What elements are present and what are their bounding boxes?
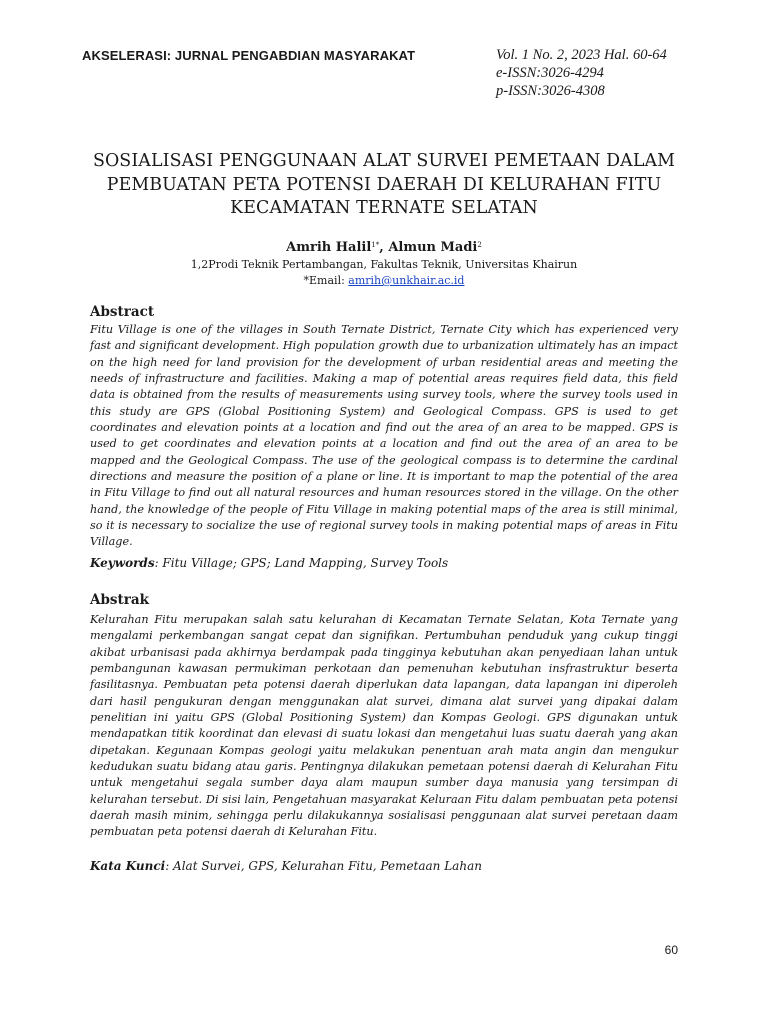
keywords-value: : Fitu Village; GPS; Land Mapping, Survey Tools xyxy=(154,556,449,570)
abstrak-text: Kelurahan Fitu merupakan salah satu kelurahan di Kecamatan Ternate Selatan, Kota Ternate yang mengalami perkembangan sangat cepat dan signifikan. Pertumbuhan penduduk yang cukup tinggi akibat urbanisasi pada akhirnya berdampak pada tingginya kebutuhan akan penyediaan lahan untuk pembangunan kawasan permukiman perkotaan dan pemenuhan kebutuhan insfrastruktur beserta fasilitasnya. Pembuatan peta potensi daerah diperlukan data lapangan, data lapangan ini diperoleh dari hasil pengukuran dengan menggunakan alat survei, dimana alat survei yang dipakai dalam penelitian ini yaitu GPS (Global Positioning System) dan Kompas Geologi. GPS digunakan untuk mendapatkan titik koordinat dan elevasi di suatu lokasi dan mengetahui luas suatu daerah yang akan dipetakan. Kegunaan Kompas geologi yaitu melakukan penentuan arah mata angin dan mengukur kedudukan suatu bidang atau garis. Pentingnya dilakukan pemetaan potensi daerah di Kelurahan Fitu untuk mengetahui segala sumber daya alam maupun sumber daya manusia yang tersimpan di kelurahan tersebut. Di sisi lain, Pengetahuan masyarakat Keluraan Fitu dalam pembuatan peta potensi daerah masih minim, sehingga perlu dilakukannya sosialisasi penggunaan alat survei peretaan daam pembuatan peta potensi daerah di Kelurahan Fitu. xyxy=(90,613,678,839)
author-line xyxy=(90,236,678,257)
keywords-line xyxy=(90,556,678,570)
author-1-affil-mark: 1* xyxy=(371,241,380,249)
paper-title xyxy=(90,150,678,221)
keywords-label: Keywords xyxy=(90,556,155,570)
pissn: p-ISSN:3026-4308 xyxy=(496,83,605,99)
title-line-3: KECAMATAN TERNATE SELATAN xyxy=(230,198,538,218)
kata-kunci-label: Kata Kunci xyxy=(90,859,166,873)
kata-kunci-line xyxy=(90,859,678,873)
title-line-1: SOSIALISASI PENGGUNAAN ALAT SURVEI PEMETAAN DALAM xyxy=(92,151,676,171)
abstract-heading: Abstract xyxy=(90,304,155,320)
abstract-text: Fitu Village is one of the villages in South Ternate District, Ternate City which has experienced very fast and significant development. High population growth due to urbanization ultimately has an impact on the high need for land provision for the development of urban residential areas and meeting the needs of infrastructure and facilities. Making a map of potential areas requires field data, this field data is obtained from the results of measurements using survey tools, where the survey tools used in this study are GPS (Global Positioning System) and Geological Compass. GPS is used to get coordinates and elevation points at a location and find out the area of an area to be mapped. GPS is used to get coordinates and elevation points at a location and find out the area of an area to be mapped and the Geological Compass. The use of the geological compass is to determine the cardinal directions and measure the position of a plane or line. It is important to map the potential of the area in Fitu Village to find out all natural resources and human resources stored in the village. On the other hand, the knowledge of the people of Fitu Village in making potential maps of the area is still minimal, so it is necessary to socialize the use of regional survey tools in making potential maps of areas in Fitu Village. xyxy=(90,323,678,549)
author-separator: , xyxy=(379,240,389,255)
abstrak-heading: Abstrak xyxy=(90,592,149,608)
email-label: *Email: xyxy=(303,274,349,287)
journal-meta xyxy=(496,46,667,100)
author-2-affil-mark: 2 xyxy=(477,241,482,249)
eissn: e-ISSN:3026-4294 xyxy=(496,65,604,81)
email-line xyxy=(90,273,678,289)
kata-kunci-value: : Alat Survei, GPS, Kelurahan Fitu, Pemetaan Lahan xyxy=(165,859,482,873)
author-block xyxy=(90,236,678,289)
email-link[interactable]: amrih@unkhair.ac.id xyxy=(348,274,465,287)
author-2-name: Almun Madi xyxy=(388,240,478,255)
volume-info: Vol. 1 No. 2, 2023 Hal. 60-64 xyxy=(496,47,667,63)
page-number: 60 xyxy=(664,943,678,957)
affiliation: 1,2Prodi Teknik Pertambangan, Fakultas Teknik, Universitas Khairun xyxy=(190,258,578,271)
journal-name: AKSELERASI: JURNAL PENGABDIAN MASYARAKAT xyxy=(82,48,416,63)
author-1-name: Amrih Halil xyxy=(286,240,372,255)
title-line-2: PEMBUATAN PETA POTENSI DAERAH DI KELURAHAN FITU xyxy=(106,174,662,195)
